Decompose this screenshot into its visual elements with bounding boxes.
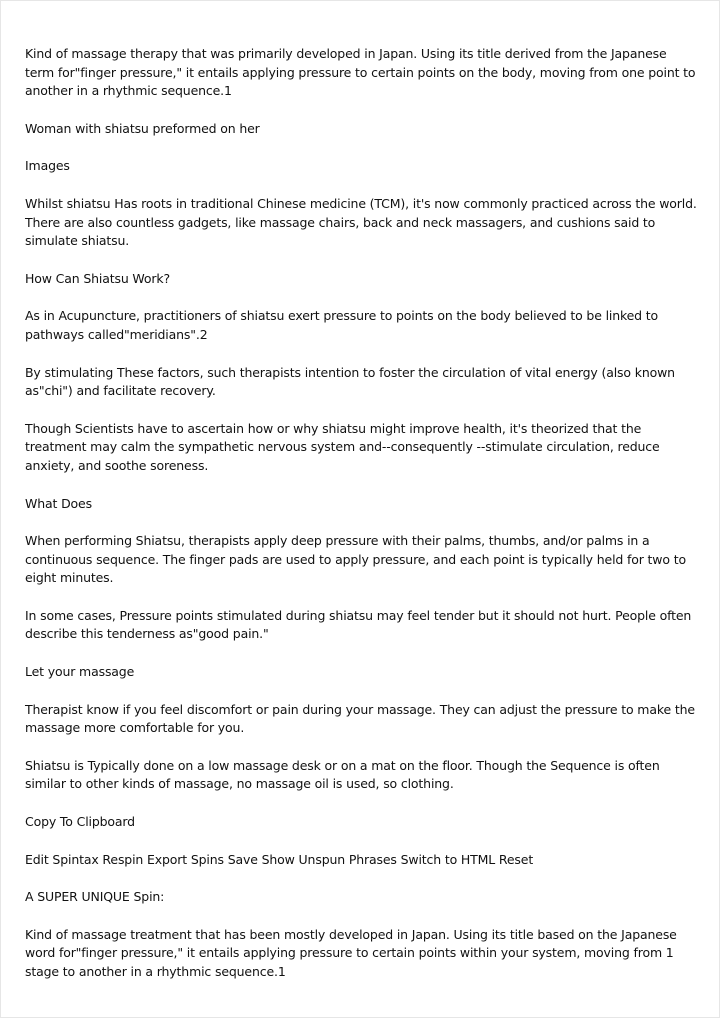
spin-toolbar-text: Edit Spintax Respin Export Spins Save Show Unspun Phrases Switch to HTML Reset bbox=[25, 851, 534, 867]
paragraph-intro: Kind of massage therapy that was primarily developed in Japan. Using its title derived from the Japanese term for"finger pressure," it entails applying pressure to certain points on the body, moving from one point to another in a rhythmic sequence.1 bbox=[25, 46, 696, 99]
heading-how-it-works: How Can Shiatsu Work? bbox=[25, 270, 170, 286]
document-body bbox=[25, 45, 697, 1001]
paragraph-therapist: Therapist know if you feel discomfort or pain during your massage. They can adjust the pressure to make the massage more comfortable for you. bbox=[25, 701, 695, 736]
heading-let-your-massage: Let your massage bbox=[25, 664, 135, 680]
paragraph-spin: Kind of massage treatment that has been mostly developed in Japan. Using its title based on the Japanese word for"finger pressure," it entails applying pressure to certain points within your system, moving from 1 stage to another in a rhythmic sequence.1 bbox=[25, 926, 677, 979]
copy-to-clipboard-text: Copy To Clipboard bbox=[25, 814, 135, 830]
paragraph-stimulating: By stimulating These factors, such therapists intention to foster the circulation of vital energy (also known as"chi") and facilitate recovery. bbox=[25, 364, 675, 399]
paragraph-origins: Whilst shiatsu Has roots in traditional Chinese medicine (TCM), it's now commonly practiced across the world. There are also countless gadgets, like massage chairs, back and neck massagers, and cushions said to simulate shiatsu. bbox=[25, 195, 697, 249]
heading-super-unique-spin: A SUPER UNIQUE Spin: bbox=[25, 889, 165, 905]
image-caption: Woman with shiatsu preformed on her bbox=[25, 120, 260, 136]
paragraph-typically: Shiatsu is Typically done on a low massage desk or on a mat on the floor. Though the Sequence is often similar to other kinds of massage, no massage oil is used, so clothing. bbox=[25, 757, 660, 792]
images-label: Images bbox=[25, 158, 70, 174]
paragraph-scientists: Though Scientists have to ascertain how or why shiatsu might improve health, it's theorized that the treatment may calm the sympathetic nervous system and--consequently --stimulate circulation, reduce anxiety, and soothe soreness. bbox=[25, 420, 660, 473]
paragraph-performing: When performing Shiatsu, therapists apply deep pressure with their palms, thumbs, and/or palms in a continuous sequence. The finger pads are used to apply pressure, and each point is typically held for two to eight minutes. bbox=[25, 533, 686, 586]
paragraph-tender: In some cases, Pressure points stimulated during shiatsu may feel tender but it should not hurt. People often describe this tenderness as"good pain." bbox=[25, 607, 692, 642]
paragraph-acupuncture: As in Acupuncture, practitioners of shiatsu exert pressure to points on the body believed to be linked to pathways called"meridians".2 bbox=[25, 308, 659, 342]
heading-what-does: What Does bbox=[25, 495, 92, 511]
